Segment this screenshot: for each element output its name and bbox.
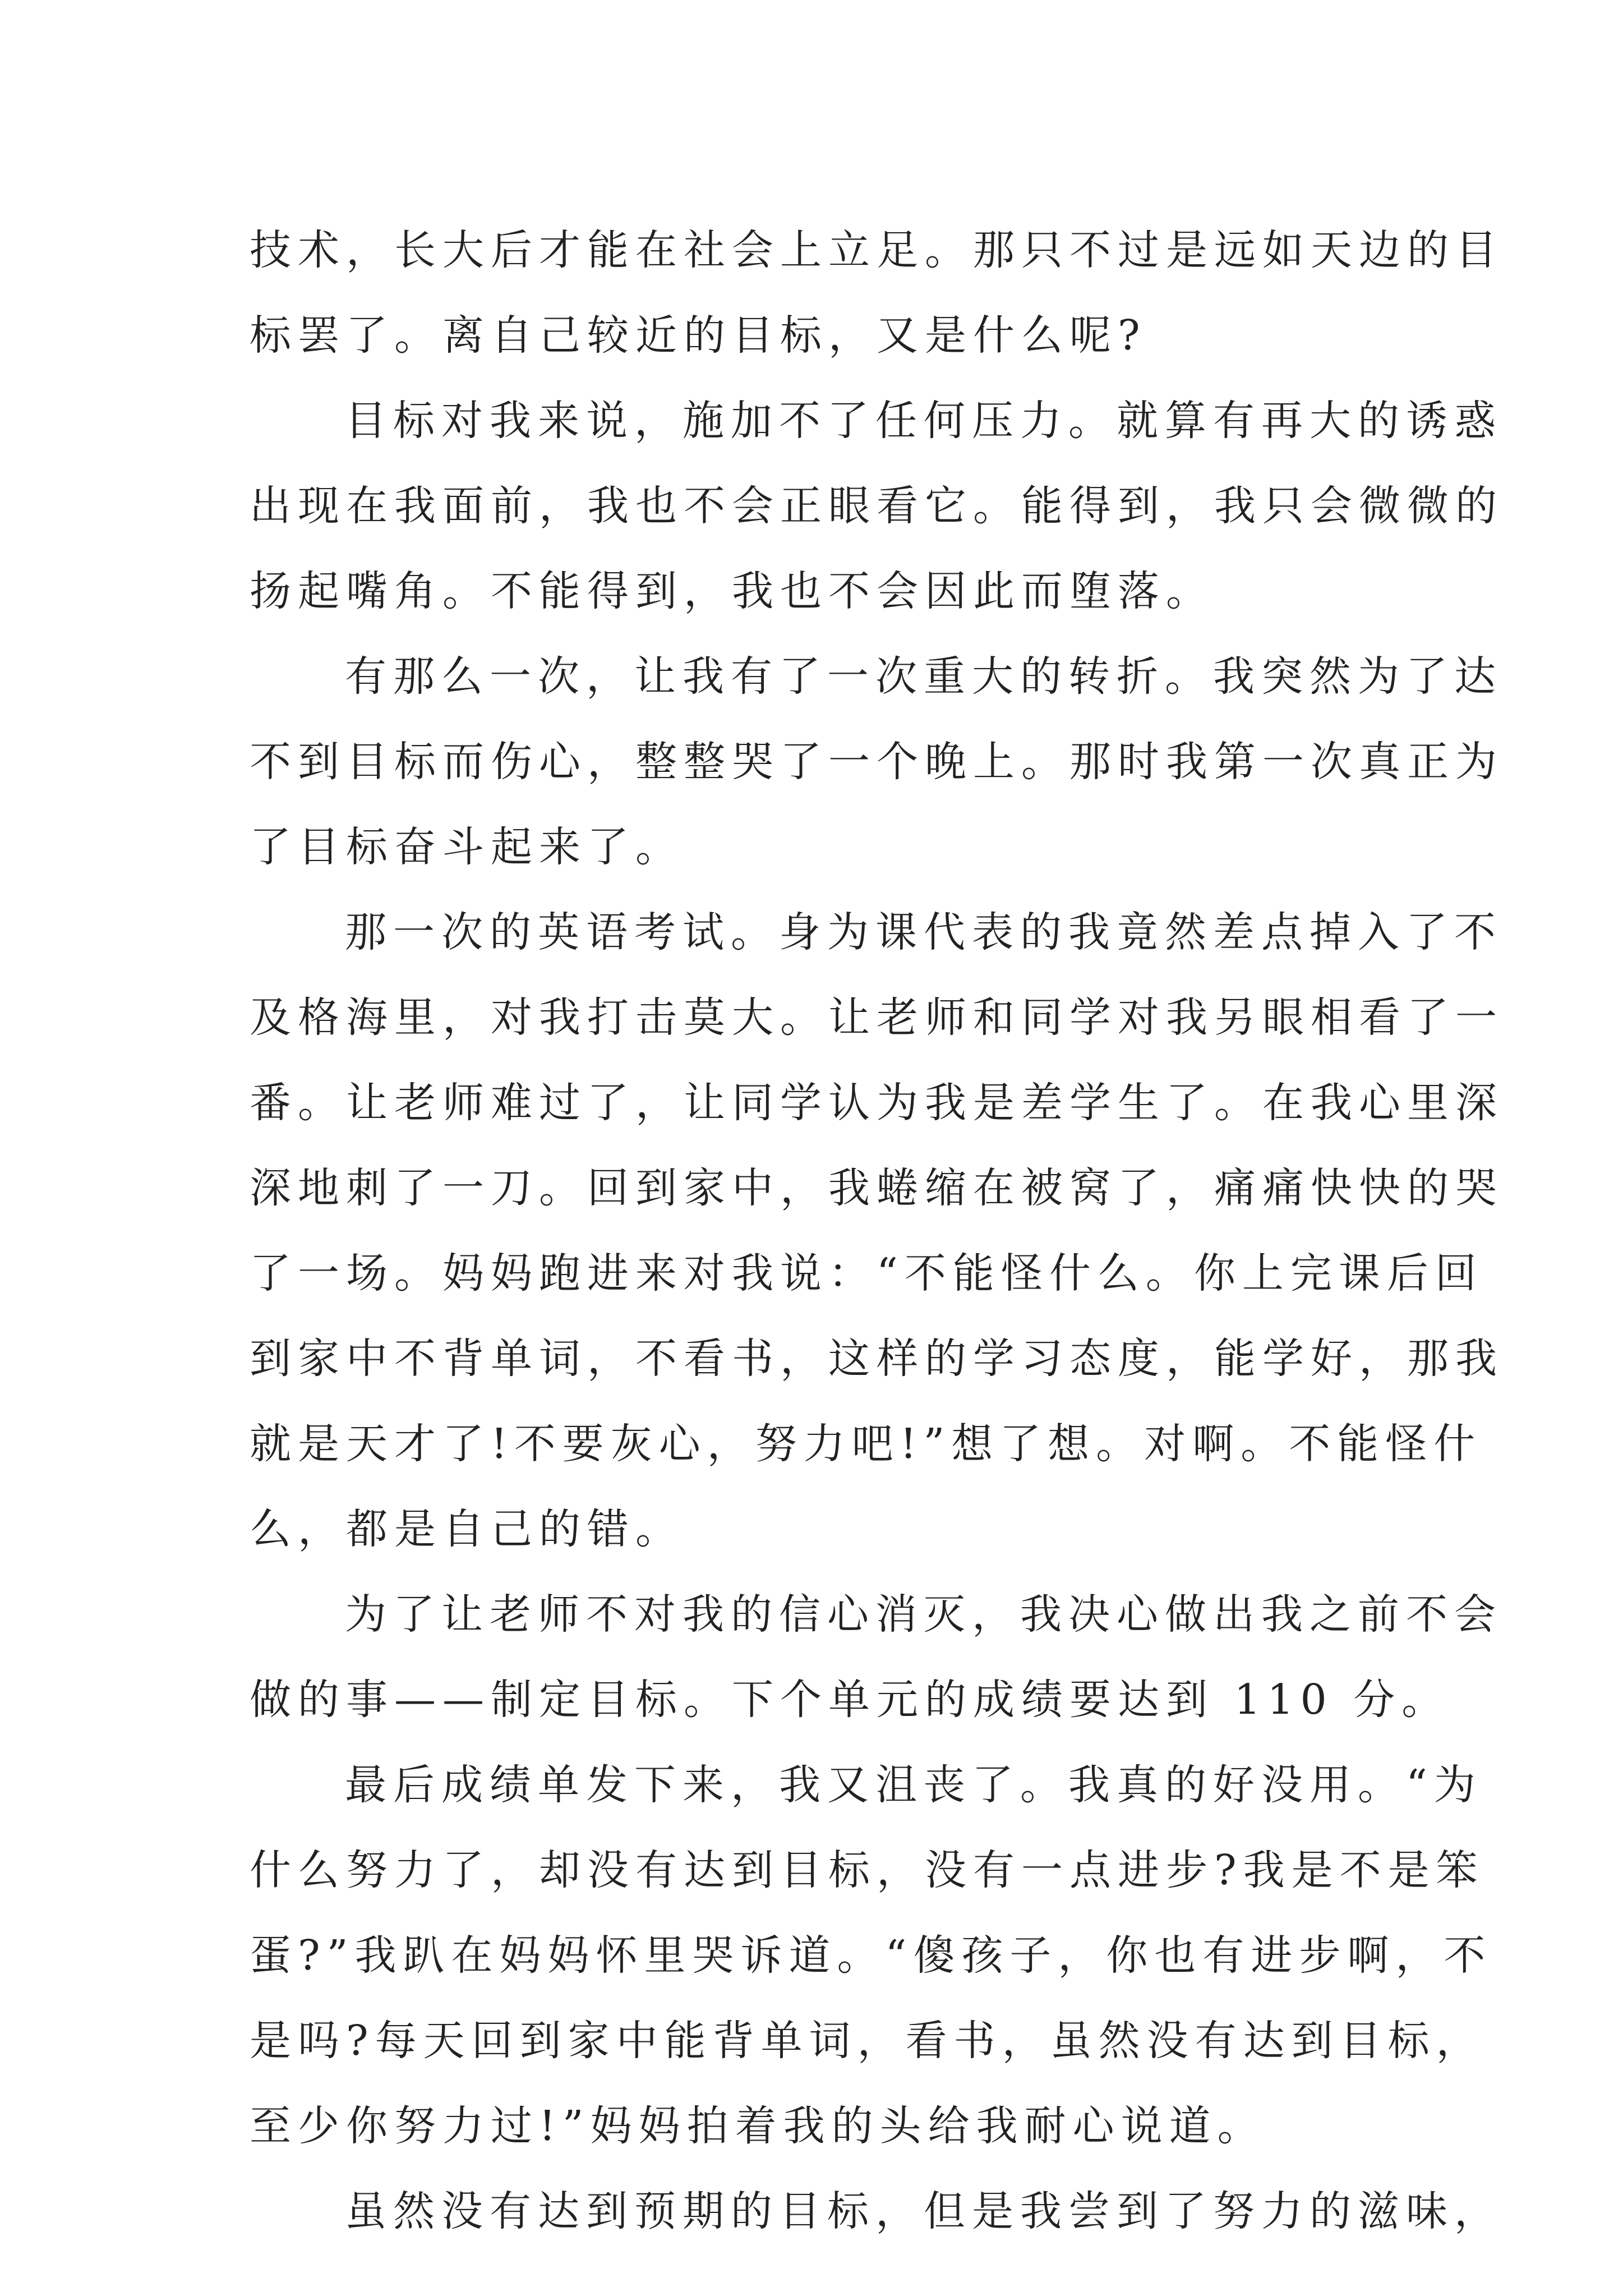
paragraph-first-line: 目标对我来说，施加不了任何压力。就算有再大的诱惑	[345, 397, 1502, 445]
text-line: 番。让老师难过了，让同学认为我是差学生了。在我心里深	[250, 1079, 1504, 1127]
text-line: 技术，长大后才能在社会上立足。那只不过是远如天边的目	[250, 226, 1504, 274]
text-line: 深地刺了一刀。回到家中，我蜷缩在被窝了，痛痛快快的哭	[250, 1164, 1504, 1212]
text-line: 了一场。妈妈跑进来对我说：“不能怪什么。你上完课后回	[250, 1249, 1483, 1297]
text-line: 至少你努力过!”妈妈拍着我的头给我耐心说道。	[250, 2102, 1266, 2150]
paragraph-first-line: 虽然没有达到预期的目标，但是我尝到了努力的滋味，	[345, 2187, 1502, 2235]
text-line: 出现在我面前，我也不会正眼看它。能得到，我只会微微的	[250, 482, 1504, 530]
essay-body	[250, 208, 1504, 2254]
text-line: 什么努力了，却没有达到目标，没有一点进步?我是不是笨	[250, 1846, 1484, 1894]
paragraph-first-line: 最后成绩单发下来，我又沮丧了。我真的好没用。“为	[345, 1761, 1482, 1809]
text-line: 标罢了。离自己较近的目标，又是什么呢?	[250, 311, 1147, 360]
text-line: 及格海里，对我打击莫大。让老师和同学对我另眼相看了一	[250, 993, 1504, 1042]
text-line: 么，都是自己的错。	[250, 1505, 684, 1553]
text-line: 做的事——制定目标。下个单元的成绩要达到 110 分。	[250, 1676, 1450, 1724]
text-line: 就是天才了!不要灰心，努力吧!”想了想。对啊。不能怪什	[250, 1420, 1482, 1468]
paragraph-first-line: 为了让老师不对我的信心消灭，我决心做出我之前不会	[345, 1590, 1502, 1639]
text-line: 蛋?”我趴在妈妈怀里哭诉道。“傻孩子，你也有进步啊，不	[250, 1931, 1492, 1980]
text-line: 扬起嘴角。不能得到，我也不会因此而堕落。	[250, 567, 1214, 615]
text-line: 不到目标而伤心，整整哭了一个晚上。那时我第一次真正为	[250, 738, 1504, 786]
paragraph-first-line: 有那么一次，让我有了一次重大的转折。我突然为了达	[345, 652, 1502, 701]
text-line: 了目标奋斗起来了。	[250, 823, 684, 871]
text-line: 是吗?每天回到家中能背单词，看书，虽然没有达到目标，	[250, 2017, 1484, 2065]
paragraph-first-line: 那一次的英语考试。身为课代表的我竟然差点掉入了不	[345, 908, 1502, 956]
text-line: 到家中不背单词，不看书，这样的学习态度，能学好，那我	[250, 1335, 1504, 1383]
